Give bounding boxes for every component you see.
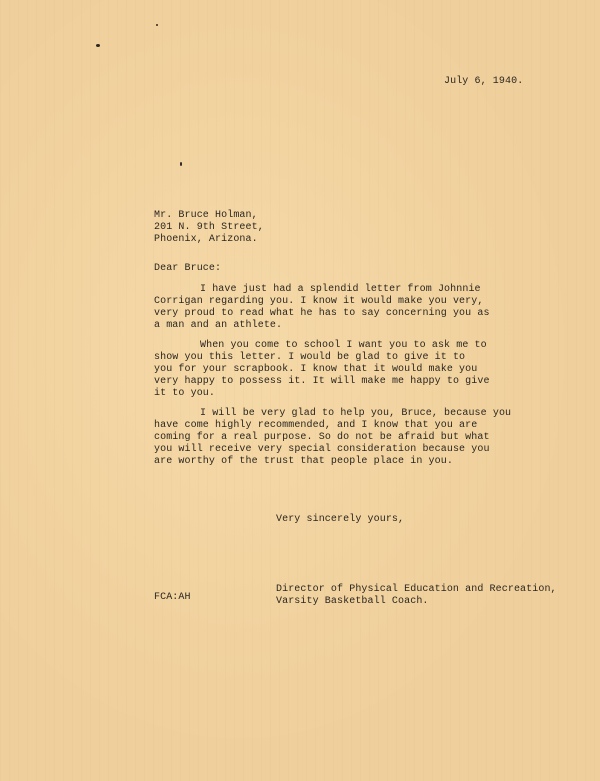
paragraph-line: have come highly recommended, and I know that you are (154, 420, 478, 431)
paragraph-line: it to you. (154, 388, 216, 399)
paragraph-line: a man and an athlete. (154, 320, 283, 331)
recipient-name: Mr. Bruce Holman, (154, 210, 258, 221)
signature-title (276, 584, 557, 608)
paragraph-3 (154, 408, 511, 468)
title-line: Director of Physical Education and Recreation, (276, 584, 557, 595)
recipient-street: 201 N. 9th Street, (154, 222, 264, 233)
paper-mark (96, 44, 100, 47)
salutation: Dear Bruce: (154, 263, 222, 274)
paragraph-line: are worthy of the trust that people place in you. (154, 456, 453, 467)
paragraph-line: show you this letter. I would be glad to give it to (154, 352, 466, 363)
paragraph-line: you will receive very special consideration because you (154, 444, 490, 455)
typist-initials: FCA:AH (154, 592, 191, 603)
paragraph-line: very proud to read what he has to say concerning you as (154, 308, 490, 319)
paragraph-line: I will be very glad to help you, Bruce, because you (200, 408, 512, 419)
paragraph-line: When you come to school I want you to ask me to (200, 340, 487, 351)
paragraph-line: Corrigan regarding you. I know it would make you very, (154, 296, 484, 307)
paper-mark (156, 24, 158, 26)
paragraph-1 (154, 284, 490, 332)
closing: Very sincerely yours, (276, 514, 405, 525)
title-line: Varsity Basketball Coach. (276, 596, 429, 607)
paragraph-line: I have just had a splendid letter from Johnnie (200, 284, 481, 295)
recipient-city: Phoenix, Arizona. (154, 234, 258, 245)
letter-date: July 6, 1940. (444, 76, 524, 87)
paragraph-line: coming for a real purpose. So do not be afraid but what (154, 432, 490, 443)
paper-mark (180, 162, 182, 166)
paragraph-line: very happy to possess it. It will make me happy to give (154, 376, 490, 387)
paragraph-2 (154, 340, 490, 400)
paragraph-line: you for your scrapbook. I know that it would make you (154, 364, 478, 375)
recipient-address (154, 210, 264, 246)
